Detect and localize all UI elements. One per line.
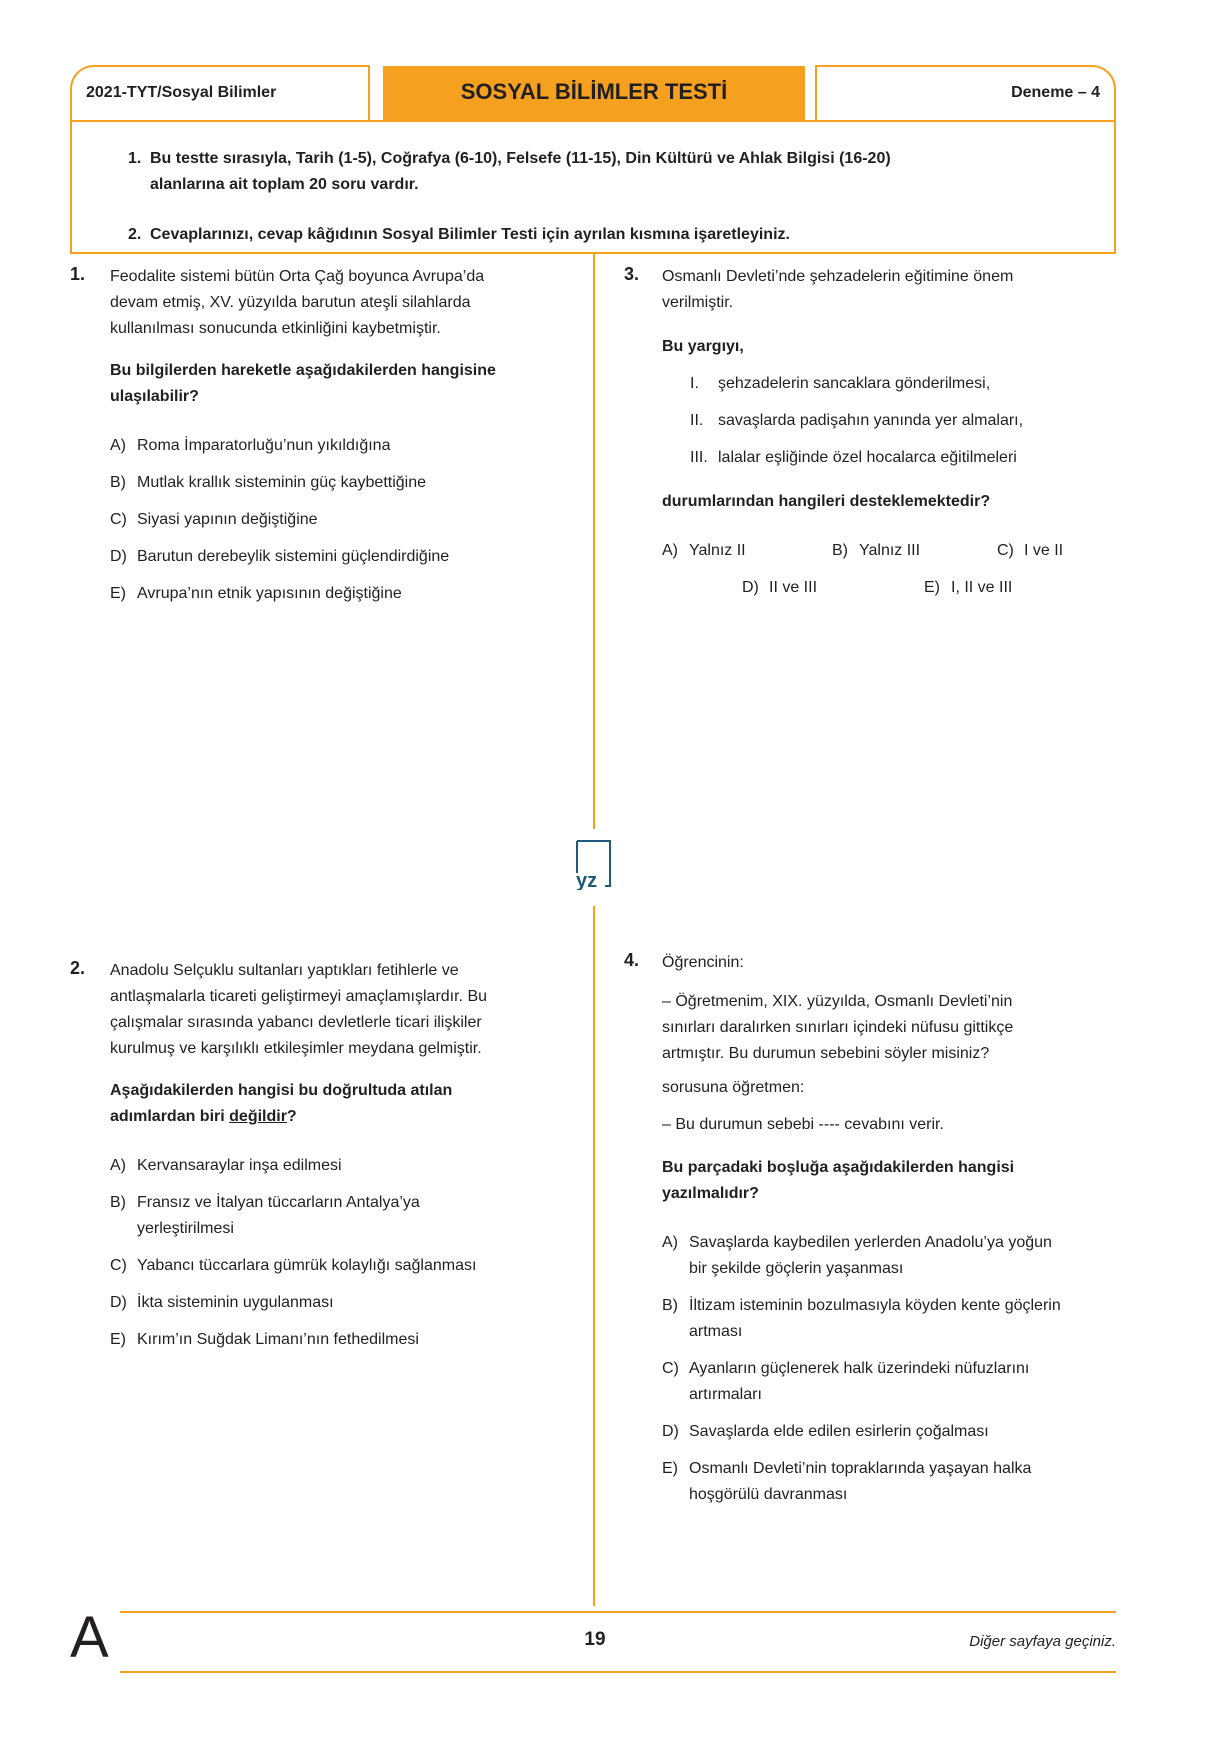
stem-line: Anadolu Selçuklu sultanları yaptıkları fetihlerle ve xyxy=(110,962,459,979)
negation-word: değildir xyxy=(229,1108,287,1125)
reply-line: – Bu durumun sebebi ---- cevabını verir. xyxy=(662,1116,944,1133)
option-label: B) xyxy=(662,1297,678,1314)
dialog-line: sınırları daralırken sınırları içindeki nüfusu gittikçe xyxy=(662,1019,1014,1036)
question-lead: Bu yargıyı, xyxy=(662,338,744,355)
trial-label: Deneme – 4 xyxy=(1011,84,1100,101)
answer-option[interactable] xyxy=(832,538,920,564)
roman-item xyxy=(690,408,1023,434)
option-label: E) xyxy=(110,1331,126,1348)
instruction-text: alanlarına ait toplam 20 soru vardır. xyxy=(150,176,419,193)
next-page-note: Diğer sayfaya geçiniz. xyxy=(969,1633,1116,1650)
question-number: 2. xyxy=(70,958,86,978)
option-text: İltizam isteminin bozulmasıyla köyden kente göçlerin xyxy=(689,1297,1061,1314)
stem-line: antlaşmalarla ticareti geliştirmeyi amaçlamışlardır. Bu xyxy=(110,988,488,1005)
answer-option[interactable] xyxy=(662,1356,1029,1408)
column-divider xyxy=(593,254,595,829)
option-label: D) xyxy=(110,548,127,565)
stem-line: kullanılması sonucunda etkinliğini kaybetmiştir. xyxy=(110,320,441,337)
option-text: Yalnız II xyxy=(689,542,746,559)
option-text: bir şekilde göçlerin yaşanması xyxy=(689,1260,904,1277)
option-label: C) xyxy=(662,1360,679,1377)
roman-item-text: savaşlarda padişahın yanında yer almaları, xyxy=(718,412,1024,429)
option-label: E) xyxy=(662,1460,678,1477)
answer-option[interactable] xyxy=(110,544,449,570)
page-number: 19 xyxy=(584,1629,606,1650)
option-text: İkta sisteminin uygulanması xyxy=(137,1294,334,1311)
option-text: Yabancı tüccarlara gümrük kolaylığı sağlanması xyxy=(137,1257,477,1274)
answer-option[interactable] xyxy=(662,1419,989,1445)
option-label: D) xyxy=(742,579,759,596)
option-label: A) xyxy=(662,1234,678,1251)
answer-option[interactable] xyxy=(110,1253,476,1279)
prompt-line: Bu bilgilerden hareketle aşağıdakilerden hangisine xyxy=(110,362,496,379)
question-number: 4. xyxy=(624,950,640,970)
option-text: artması xyxy=(689,1323,743,1340)
option-text: I ve II xyxy=(1024,542,1064,559)
prompt-text: ? xyxy=(286,1108,297,1125)
option-text: I, II ve III xyxy=(951,579,1013,596)
option-text: Siyasi yapının değiştiğine xyxy=(137,511,318,528)
answer-option[interactable] xyxy=(662,1293,1061,1345)
question-stem xyxy=(110,264,484,342)
option-label: D) xyxy=(110,1294,127,1311)
option-label: A) xyxy=(110,1157,126,1174)
dialog-line: artmıştır. Bu durumun sebebini söyler misiniz? xyxy=(662,1045,990,1062)
footer-bottom-rule xyxy=(120,1671,1116,1673)
roman-numeral: I. xyxy=(690,375,699,392)
roman-numeral: II. xyxy=(690,412,704,429)
option-text: Savaşlarda elde edilen esirlerin çoğalması xyxy=(689,1423,989,1440)
option-label: E) xyxy=(924,579,940,596)
option-text: II ve III xyxy=(769,579,818,596)
answer-option[interactable] xyxy=(110,433,390,459)
answer-option[interactable] xyxy=(662,1456,1031,1508)
stem-line: kurulmuş ve karşılıklı etkileşimler meydana gelmiştir. xyxy=(110,1040,482,1057)
question-stem xyxy=(110,958,487,1062)
question-prompt xyxy=(110,1078,452,1130)
prompt-line: Aşağıdakilerden hangisi bu doğrultuda atılan xyxy=(110,1082,453,1099)
roman-item xyxy=(690,445,1017,471)
instruction-number: 2. xyxy=(128,226,142,243)
option-text: Avrupa’nın etnik yapısının değiştiğine xyxy=(137,585,402,602)
dialog-line: – Öğretmenim, XIX. yüzyılda, Osmanlı Devleti’nin xyxy=(662,993,1013,1010)
svg-text:yz: yz xyxy=(576,870,598,890)
prompt-line: yazılmalıdır? xyxy=(662,1185,759,1202)
reply-intro: sorusuna öğretmen: xyxy=(662,1079,805,1096)
answer-option[interactable] xyxy=(110,507,318,533)
option-text: Kırım’ın Suğdak Limanı’nın fethedilmesi xyxy=(137,1331,419,1348)
footer-top-rule xyxy=(120,1611,1116,1613)
stem-line: verilmiştir. xyxy=(662,294,734,311)
prompt-line: ulaşılabilir? xyxy=(110,388,199,405)
option-text: Yalnız III xyxy=(859,542,921,559)
header-title-box xyxy=(383,66,805,121)
option-text: artırmaları xyxy=(689,1386,762,1403)
exam-label: 2021-TYT/Sosyal Bilimler xyxy=(86,84,277,101)
question-prompt: durumlarından hangileri desteklemektedir? xyxy=(662,493,991,510)
stem-line: Feodalite sistemi bütün Orta Çağ boyunca Avrupa’da xyxy=(110,268,485,285)
option-text: Savaşlarda kaybedilen yerlerden Anadolu’ya yoğun xyxy=(689,1234,1052,1251)
header-right-box xyxy=(815,65,1116,121)
column-divider xyxy=(593,906,595,1606)
page-title: SOSYAL BİLİMLER TESTİ xyxy=(460,79,728,104)
prompt-line: Bu parçadaki boşluğa aşağıdakilerden hangisi xyxy=(662,1159,1015,1176)
option-text: Osmanlı Devleti’nin topraklarında yaşayan halka xyxy=(689,1460,1032,1477)
answer-option[interactable] xyxy=(110,1153,342,1179)
answer-option[interactable] xyxy=(110,1290,334,1316)
option-label: C) xyxy=(110,511,127,528)
option-text: Barutun derebeylik sistemini güçlendirdiğine xyxy=(137,548,450,565)
instructions-box xyxy=(70,120,1116,254)
option-text: hoşgörülü davranması xyxy=(689,1486,848,1503)
answer-option[interactable] xyxy=(997,538,1063,564)
answer-option[interactable] xyxy=(110,581,402,607)
stem-line: devam etmiş, XV. yüzyılda barutun ateşli silahlarda xyxy=(110,294,471,311)
option-label: B) xyxy=(110,1194,126,1211)
option-label: B) xyxy=(110,474,126,491)
roman-item-text: şehzadelerin sancaklara gönderilmesi, xyxy=(718,375,991,392)
instruction-2 xyxy=(128,222,790,248)
option-label: A) xyxy=(110,437,126,454)
answer-option[interactable] xyxy=(742,575,817,601)
answer-option[interactable] xyxy=(110,1327,419,1353)
question-prompt xyxy=(110,358,496,410)
answer-option[interactable] xyxy=(110,470,426,496)
roman-numeral: III. xyxy=(690,449,708,466)
option-label: A) xyxy=(662,542,678,559)
stem-line: çalışmalar sırasında yabancı devletlerle ticari ilişkiler xyxy=(110,1014,482,1031)
option-text: Fransız ve İtalyan tüccarların Antalya’ya xyxy=(137,1194,420,1211)
option-text: Ayanların güçlenerek halk üzerindeki nüfuzlarını xyxy=(689,1360,1030,1377)
answer-option[interactable] xyxy=(662,538,746,564)
answer-option[interactable] xyxy=(110,1190,420,1242)
roman-item-text: lalalar eşliğinde özel hocalarca eğitilmeleri xyxy=(718,449,1017,466)
answer-option[interactable] xyxy=(662,1230,1052,1282)
option-text: Mutlak krallık sisteminin güç kaybettiğine xyxy=(137,474,427,491)
instruction-text: Cevaplarınızı, cevap kâğıdının Sosyal Bilimler Testi için ayrılan kısmına işaretleyiniz. xyxy=(150,226,790,243)
instruction-number: 1. xyxy=(128,150,142,167)
header-left-box xyxy=(70,65,370,121)
question-number: 3. xyxy=(624,264,640,284)
option-label: C) xyxy=(997,542,1014,559)
roman-item xyxy=(690,371,990,397)
question-prompt xyxy=(662,1155,1014,1207)
yz-logo-icon xyxy=(575,840,612,890)
option-text: Roma İmparatorluğu’nun yıkıldığına xyxy=(137,437,391,454)
prompt-text: adımlardan biri xyxy=(110,1108,230,1125)
option-text: yerleştirilmesi xyxy=(137,1220,234,1237)
question-dialog xyxy=(662,989,1013,1067)
question-number: 1. xyxy=(70,264,86,284)
option-label: E) xyxy=(110,585,126,602)
option-label: D) xyxy=(662,1423,679,1440)
question-intro: Öğrencinin: xyxy=(662,954,744,971)
booklet-letter: A xyxy=(70,1605,109,1670)
option-label: C) xyxy=(110,1257,127,1274)
instruction-text: Bu testte sırasıyla, Tarih (1-5), Coğrafya (6-10), Felsefe (11-15), Din Kültürü ve Ahlak Bilgisi (16-20) xyxy=(150,150,891,167)
option-text: Kervansaraylar inşa edilmesi xyxy=(137,1157,342,1174)
publisher-logo xyxy=(575,840,612,890)
stem-line: Osmanlı Devleti’nde şehzadelerin eğitimine önem xyxy=(662,268,1014,285)
prompt-line xyxy=(110,1104,452,1130)
instruction-1 xyxy=(128,146,891,198)
option-label: B) xyxy=(832,542,848,559)
answer-option[interactable] xyxy=(924,575,1012,601)
question-stem xyxy=(662,264,1013,316)
